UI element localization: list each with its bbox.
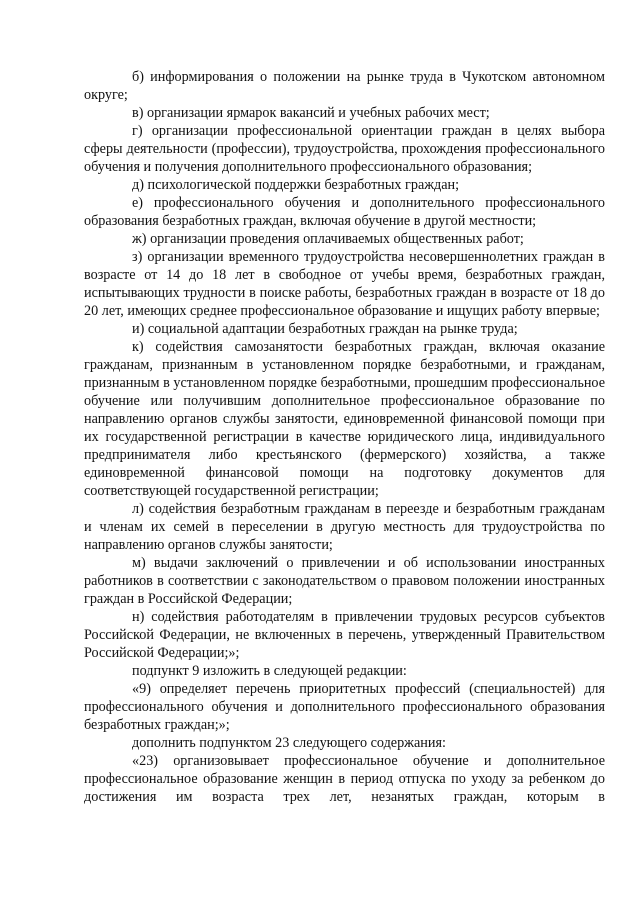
paragraph-subpoint-23-intro: дополнить подпунктом 23 следующего содержания: (132, 735, 446, 751)
paragraph-e: е) профессионального обучения и дополнительного профессионального образования безработных граждан, включая обучение в другой местности; (84, 195, 605, 229)
document-body (84, 68, 605, 806)
paragraph-subpoint-23: «23) организовывает профессиональное обучение и дополнительное профессиональное образование женщин в период отпуска по уходу за ребенком до достижения им возраста трех лет, незанятых граждан, которым в (84, 753, 605, 805)
paragraph-n: н) содействия работодателям в привлечении трудовых ресурсов субъектов Российской Федерации, не включенных в перечень, утвержденный Правительством Российской Федерации;»; (84, 609, 605, 661)
paragraph-d: д) психологической поддержки безработных граждан; (132, 177, 460, 193)
paragraph-subpoint-9-intro: подпункт 9 изложить в следующей редакции: (132, 663, 407, 679)
paragraph-zh: ж) организации проведения оплачиваемых общественных работ; (132, 231, 524, 247)
paragraph-v: в) организации ярмарок вакансий и учебных рабочих мест; (132, 105, 490, 121)
paragraph-subpoint-9: «9) определяет перечень приоритетных профессий (специальностей) для профессионального обучения и дополнительного профессионального образования безработных граждан;»; (84, 681, 605, 733)
paragraph-k: к) содействия самозанятости безработных граждан, включая оказание гражданам, признанным в установленном порядке безработными, и гражданам, признанным в установленном порядке безработными, прошедшим профессиональное обучение или получившим дополнительное профессиональное образование по направлению органов службы занятости, единовременной финансовой помощи при их государственной регистрации в качестве юридического лица, индивидуального предпринимателя либо крестьянского (фермерского) хозяйства, а также единовременной финансовой помощи на подготовку документов для соответствующей государственной регистрации; (84, 339, 605, 499)
paragraph-b: б) информирования о положении на рынке труда в Чукотском автономном округе; (84, 69, 605, 103)
paragraph-i: и) социальной адаптации безработных граждан на рынке труда; (132, 321, 518, 337)
paragraph-l: л) содействия безработным гражданам в переезде и безработным гражданам и членам их семей в переселении в другую местность для трудоустройства по направлению органов службы занятости; (84, 501, 605, 553)
paragraph-g: г) организации профессиональной ориентации граждан в целях выбора сферы деятельности (профессии), трудоустройства, прохождения профессионального обучения и получения дополнительного профессионального образования; (84, 123, 605, 175)
paragraph-z: з) организации временного трудоустройства несовершеннолетних граждан в возрасте от 14 до 18 лет в свободное от учебы время, безработных граждан, испытывающих трудности в поиске работы, безработных граждан в возрасте от 18 до 20 лет, имеющих среднее профессиональное образование и ищущих работу впервые; (84, 249, 605, 319)
paragraph-m: м) выдачи заключений о привлечении и об использовании иностранных работников в соответствии с законодательством о правовом положении иностранных граждан в Российской Федерации; (84, 555, 605, 607)
